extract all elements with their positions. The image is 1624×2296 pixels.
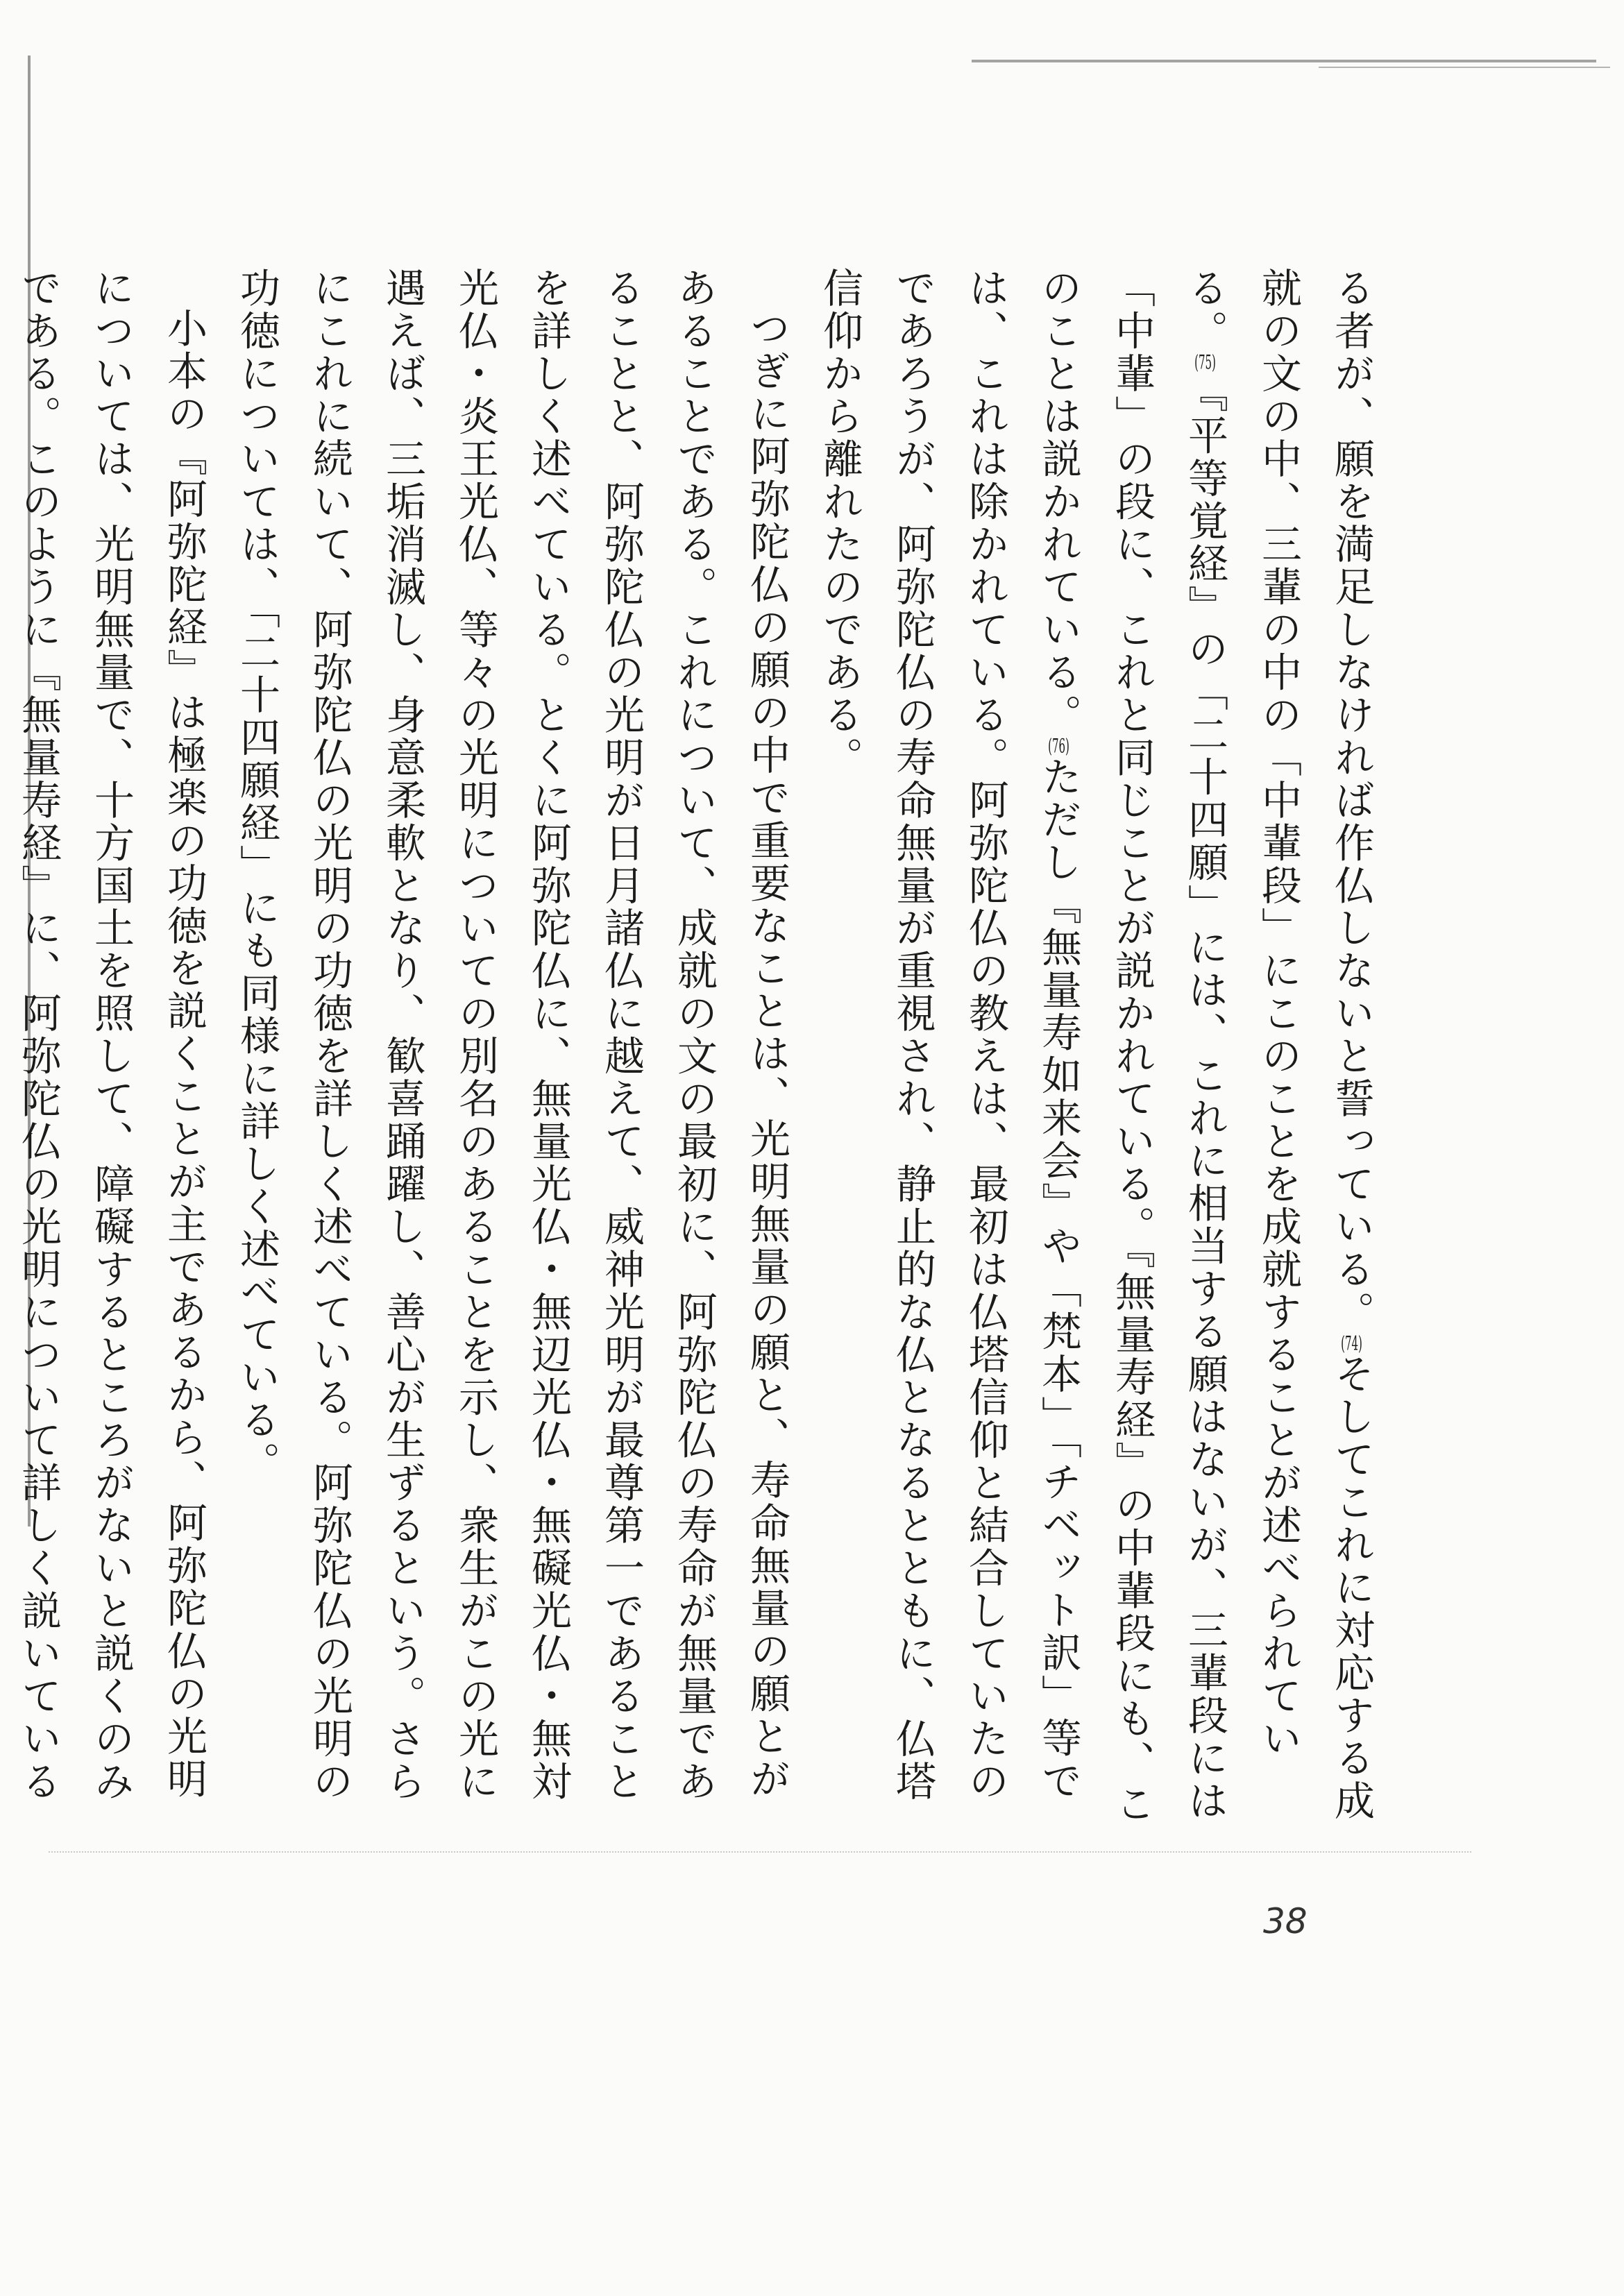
text-segment: 『平等覚経』の「二十四願」には、これに相当する願はないが、三輩段には「中輩」の段に、これと同じことが説かれている。『無量寿経』の中輩段にも、このことは説かれている。 bbox=[1035, 267, 1228, 1826]
footnote-ref-75: (75) bbox=[1194, 352, 1216, 372]
scan-artifact-top-rule-thin bbox=[1319, 67, 1610, 68]
text-segment: そしてこれに対応する成就の文の中、三輩の中の「中輩段」にこのことを成就することが述べられている。 bbox=[1181, 267, 1375, 1823]
paragraph-2 bbox=[220, 267, 803, 1842]
paragraph-3 bbox=[0, 267, 220, 1842]
vertical-text-body bbox=[15, 267, 1388, 1842]
footnote-ref-76: (76) bbox=[1048, 736, 1069, 756]
text-segment: る者が、願を満足しなければ作仏しないと誓っている。 bbox=[1328, 267, 1375, 1334]
footnote-ref-74: (74) bbox=[1341, 1334, 1362, 1353]
text-segment: つぎに阿弥陀仏の願の中で重要なことは、光明無量の願と、寿命無量の願とがあることである。これについて、成就の文の最初に、阿弥陀仏の寿命が無量であることと、阿弥陀仏の光明が日月諸仏に越えて、威神光明が最尊第一であることを詳しく述べている。とくに阿弥陀仏に、無量光仏・無辺光仏・無礙光仏・無対光仏・炎王光仏、等々の光明についての別名のあることを示し、衆生がこの光に遇えば、三垢消滅し、身意柔軟となり、歓喜踊躍し、善心が生ずるという。さらにこれに続いて、阿弥陀仏の光明の功徳を詳しく述べている。阿弥陀仏の光明の功徳については、「二十四願経」にも同様に詳しく述べている。 bbox=[233, 267, 790, 1803]
page-number: 38 bbox=[1263, 1901, 1308, 1941]
paragraph-1 bbox=[803, 267, 1388, 1842]
text-segment: 小本の『阿弥陀経』は極楽の功徳を説くことが主であるから、阿弥陀仏の光明については、光明無量で、十方国土を照して、障礙するところがないと説くのみである。このように『無量寿経』に、阿弥陀仏の光明について詳しく説いている bbox=[15, 267, 208, 1803]
scan-artifact-bottom-dust bbox=[49, 1851, 1471, 1853]
text-segment: ただし『無量寿如来会』や「梵本」「チベット訳」等では、これは除かれている。阿弥陀仏の教えは、最初は仏塔信仰と結合していたのであろうが、阿弥陀仏の寿命無量が重視され、静止的な仏となるとともに、仏塔信仰から離れたのである。 bbox=[816, 267, 1082, 1803]
scan-artifact-top-rule bbox=[972, 60, 1596, 62]
